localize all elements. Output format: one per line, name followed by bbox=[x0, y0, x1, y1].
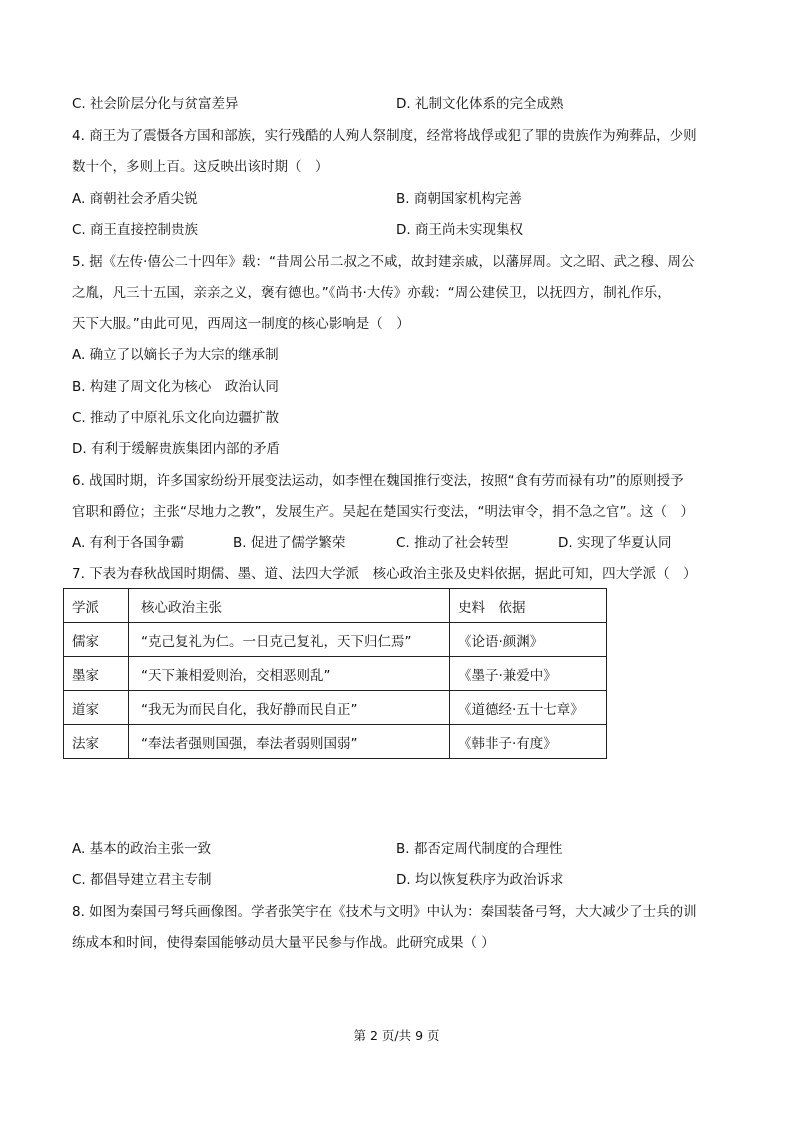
table-cell-source: 《论语·颜渊》 bbox=[450, 623, 607, 657]
page-footer: 第 2 页/共 9 页 bbox=[353, 1028, 440, 1043]
q7-option-d: D. 均以恢复秩序为政治诉求 bbox=[396, 872, 564, 888]
table-cell-school: 法家 bbox=[64, 725, 129, 759]
table-cell-source: 《韩非子·有度》 bbox=[450, 725, 607, 759]
q4-option-d: D. 商王尚未实现集权 bbox=[396, 222, 523, 238]
table-row bbox=[64, 725, 607, 759]
question-6-line-2: 官职和爵位；主张“尽地力之教”，发展生产。吴起在楚国实行变法，“明法审令，捐不急之官”。这（ ） bbox=[72, 504, 694, 520]
question-8-line-2: 练成本和时间，使得秦国能够动员大量平民参与作战。此研究成果（ ） bbox=[72, 935, 495, 951]
q6-option-d: D. 实现了华夏认同 bbox=[558, 535, 672, 551]
table-header-row bbox=[64, 589, 607, 623]
table-header-source: 史料 依据 bbox=[450, 589, 607, 623]
q4-option-a: A. 商朝社会矛盾尖锐 bbox=[72, 191, 198, 207]
question-6-line-1: 6. 战国时期，许多国家纷纷开展变法运动，如李悝在魏国推行变法，按照“食有劳而禄有功”的原则授予 bbox=[72, 473, 684, 489]
q4-option-c: C. 商王直接控制贵族 bbox=[72, 222, 199, 238]
table-cell-source: 《墨子·兼爱中》 bbox=[450, 657, 607, 691]
q6-option-a: A. 有利于各国争霸 bbox=[72, 535, 185, 551]
option-d: D. 礼制文化体系的完全成熟 bbox=[396, 96, 564, 112]
table-cell-school: 墨家 bbox=[64, 657, 129, 691]
schools-table bbox=[63, 588, 607, 759]
q5-option-c: C. 推动了中原礼乐文化向边疆扩散 bbox=[72, 410, 280, 426]
q7-option-c: C. 都倡导建立君主专制 bbox=[72, 872, 212, 888]
q6-option-c: C. 推动了社会转型 bbox=[396, 535, 509, 551]
table-cell-proposition: “奉法者强则国强，奉法者弱则国弱” bbox=[129, 725, 450, 759]
table-row bbox=[64, 623, 607, 657]
table-cell-proposition: “天下兼相爱则治，交相恶则乱” bbox=[129, 657, 450, 691]
table-cell-proposition: “克己复礼为仁。一日克己复礼，天下归仁焉” bbox=[129, 623, 450, 657]
q5-option-d: D. 有利于缓解贵族集团内部的矛盾 bbox=[72, 441, 280, 457]
q7-option-a: A. 基本的政治主张一致 bbox=[72, 841, 212, 857]
table-cell-source: 《道德经·五十七章》 bbox=[450, 691, 607, 725]
question-5-line-2: 之胤，凡三十五国，亲亲之义，褒有德也。”《尚书·大传》亦载：“周公建侯卫，以抚四方，制礼作乐， bbox=[72, 285, 671, 301]
table-header-proposition: 核心政治主张 bbox=[129, 589, 450, 623]
table-cell-school: 儒家 bbox=[64, 623, 129, 657]
table-header-school: 学派 bbox=[64, 589, 129, 623]
table-row bbox=[64, 691, 607, 725]
question-4-line-2: 数十个，多则上百。这反映出该时期（ ） bbox=[72, 159, 329, 175]
table-cell-school: 道家 bbox=[64, 691, 129, 725]
q5-option-b: B. 构建了周文化为核心 政治认同 bbox=[72, 379, 279, 395]
table-row bbox=[64, 657, 607, 691]
question-5-line-3: 天下大服。”由此可见，西周这一制度的核心影响是（ ） bbox=[72, 316, 410, 332]
option-c: C. 社会阶层分化与贫富差异 bbox=[72, 96, 239, 112]
q5-option-a: A. 确立了以嫡长子为大宗的继承制 bbox=[72, 347, 279, 363]
table-cell-proposition: “我无为而民自化，我好静而民自正” bbox=[129, 691, 450, 725]
q4-option-b: B. 商朝国家机构完善 bbox=[396, 191, 522, 207]
q6-option-b: B. 促进了儒学繁荣 bbox=[233, 535, 346, 551]
question-8-line-1: 8. 如图为秦国弓弩兵画像图。学者张笑宇在《技术与文明》中认为：秦国装备弓弩，大大减少了士兵的训 bbox=[72, 904, 697, 920]
question-7-line-1: 7. 下表为春秋战国时期儒、墨、道、法四大学派 核心政治主张及史料依据，据此可知，四大学派（ ） bbox=[72, 566, 697, 582]
question-5-line-1: 5. 据《左传·僖公二十四年》载：“昔周公吊二叔之不咸，故封建亲戚，以藩屏周。文之昭、武之穆、周公 bbox=[72, 254, 695, 270]
question-4-line-1: 4. 商王为了震慑各方国和部族，实行残酷的人殉人祭制度，经常将战俘或犯了罪的贵族作为殉葬品，少则 bbox=[72, 128, 697, 144]
q7-option-b: B. 都否定周代制度的合理性 bbox=[396, 841, 563, 857]
